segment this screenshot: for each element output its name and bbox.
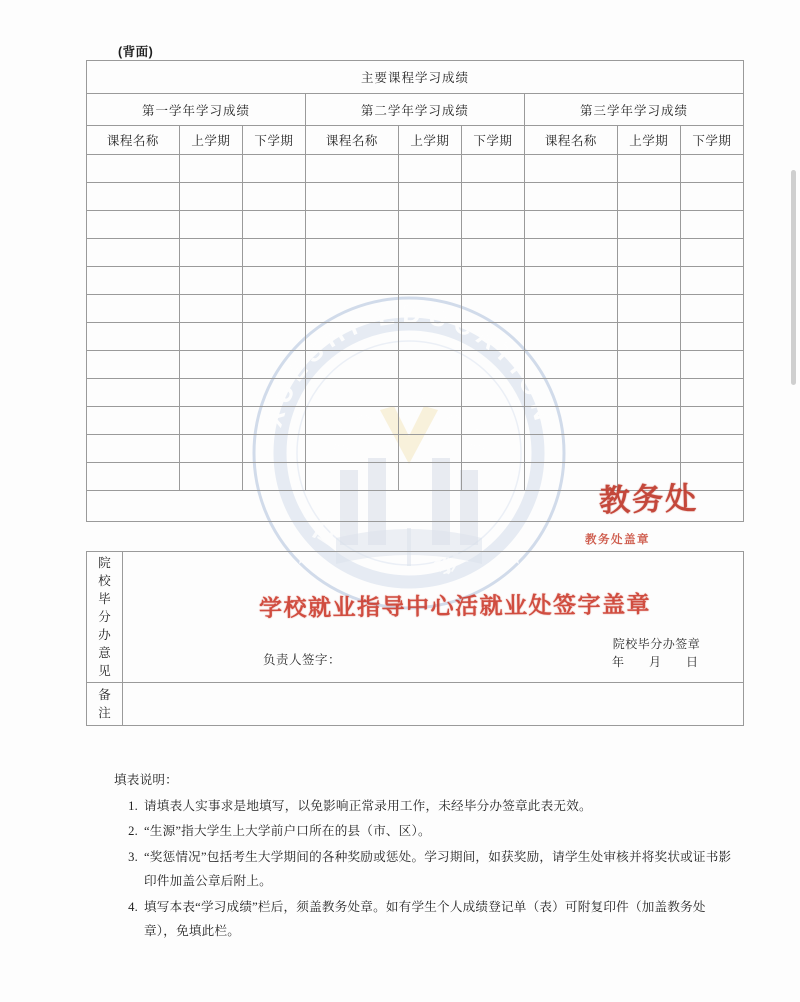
- grade-cell[interactable]: [87, 183, 180, 211]
- grade-cell[interactable]: [179, 407, 242, 435]
- table-row: [87, 435, 744, 463]
- opinion-label-char-6: 见: [98, 664, 111, 679]
- table-row: [87, 267, 744, 295]
- grade-cell[interactable]: [524, 435, 617, 463]
- grade-cell[interactable]: [242, 295, 305, 323]
- grade-cell[interactable]: [179, 211, 242, 239]
- grade-cell[interactable]: [242, 407, 305, 435]
- grade-cell[interactable]: [617, 155, 680, 183]
- grade-cell[interactable]: [242, 435, 305, 463]
- grade-cell[interactable]: [179, 463, 242, 491]
- grade-cell[interactable]: [242, 211, 305, 239]
- office-signature-block: [604, 635, 709, 672]
- scrollbar-track[interactable]: [788, 0, 798, 1002]
- table-row: [87, 239, 744, 267]
- grade-cell[interactable]: [87, 295, 180, 323]
- svg-text:XUESHI EDUCATION: XUESHI EDUCATION: [259, 300, 559, 431]
- grade-cell[interactable]: [179, 379, 242, 407]
- grade-cell[interactable]: [87, 155, 180, 183]
- grade-cell[interactable]: [680, 155, 743, 183]
- table-title: 主要课程学习成绩: [87, 61, 744, 94]
- table-row: [87, 211, 744, 239]
- grade-cell[interactable]: [242, 351, 305, 379]
- opinion-label-char-3: 分: [98, 609, 111, 624]
- table-row: [87, 351, 744, 379]
- grade-cell[interactable]: [305, 379, 398, 407]
- remark-row: [87, 683, 744, 726]
- grade-cell[interactable]: [305, 463, 398, 491]
- instruction-item-2: “生源”指大学生上大学前户口所在的县（市、区）。: [144, 824, 431, 839]
- grade-cell[interactable]: [179, 239, 242, 267]
- grade-cell[interactable]: [242, 183, 305, 211]
- scrollbar-thumb[interactable]: [791, 170, 796, 385]
- instructions-title: 填表说明：: [114, 773, 178, 787]
- grade-cell[interactable]: [179, 183, 242, 211]
- grade-cell[interactable]: [524, 267, 617, 295]
- grade-cell[interactable]: [461, 211, 524, 239]
- grade-cell[interactable]: [87, 267, 180, 295]
- grade-cell[interactable]: [461, 295, 524, 323]
- grade-cell[interactable]: [398, 463, 461, 491]
- header-course-name-2: 课程名称: [305, 126, 398, 155]
- grade-cell[interactable]: [524, 295, 617, 323]
- academic-office-stamp: 教务处: [598, 480, 699, 519]
- grade-cell[interactable]: [398, 183, 461, 211]
- grade-cell[interactable]: [242, 267, 305, 295]
- grade-cell[interactable]: [524, 407, 617, 435]
- table-row: [87, 155, 744, 183]
- grade-cell[interactable]: [179, 435, 242, 463]
- grade-cell[interactable]: [87, 211, 180, 239]
- grade-cell[interactable]: [398, 239, 461, 267]
- grade-cell[interactable]: [398, 155, 461, 183]
- grade-cell[interactable]: [524, 211, 617, 239]
- opinion-label-char-0: 院: [98, 555, 111, 570]
- grade-cell[interactable]: [398, 211, 461, 239]
- instructions-list: [114, 794, 734, 944]
- grade-cell[interactable]: [179, 267, 242, 295]
- grade-rows-body: [87, 155, 744, 491]
- grade-cell[interactable]: [680, 295, 743, 323]
- grade-cell[interactable]: [461, 323, 524, 351]
- grade-cell[interactable]: [305, 267, 398, 295]
- grade-cell[interactable]: [617, 435, 680, 463]
- grade-cell[interactable]: [617, 463, 680, 491]
- grade-cell[interactable]: [398, 435, 461, 463]
- table-row: [87, 407, 744, 435]
- backside-label: (背面): [118, 45, 154, 59]
- grade-cell[interactable]: [524, 463, 617, 491]
- grade-cell[interactable]: [680, 351, 743, 379]
- grade-cell[interactable]: [680, 463, 743, 491]
- remark-label-char-0: 备: [98, 687, 111, 702]
- year-group-row: [87, 94, 744, 126]
- grade-cell[interactable]: [179, 155, 242, 183]
- opinion-label-char-5: 意: [98, 646, 111, 661]
- grade-cell[interactable]: [305, 183, 398, 211]
- table-row: [87, 183, 744, 211]
- grade-cell[interactable]: [398, 379, 461, 407]
- grade-merged-body: [87, 491, 744, 522]
- table-row: [87, 379, 744, 407]
- header-course-name-3: 课程名称: [524, 126, 617, 155]
- opinion-remark-table: [86, 551, 744, 726]
- remark-label: [87, 683, 123, 726]
- employment-center-stamp: 学校就业指导中心活就业处签字盖章: [258, 591, 652, 622]
- remark-body[interactable]: [123, 683, 744, 726]
- year-group-2: 第二学年学习成绩: [305, 94, 524, 126]
- grade-cell[interactable]: [305, 239, 398, 267]
- grade-cell[interactable]: [87, 351, 180, 379]
- table-row: [87, 323, 744, 351]
- table-title-row: [87, 61, 744, 94]
- grade-cell[interactable]: [305, 323, 398, 351]
- grade-cell[interactable]: [680, 239, 743, 267]
- grade-cell[interactable]: [680, 407, 743, 435]
- grade-cell[interactable]: [305, 211, 398, 239]
- grade-cell[interactable]: [524, 239, 617, 267]
- grade-cell[interactable]: [680, 183, 743, 211]
- opinion-label-char-2: 毕: [98, 591, 111, 606]
- header-term-second-3: 下学期: [680, 126, 743, 155]
- table-row: [87, 295, 744, 323]
- grade-table: [86, 60, 744, 522]
- grade-cell[interactable]: [617, 379, 680, 407]
- academic-office-stamp-caption: 教务处盖章: [585, 534, 650, 546]
- svg-text:仕 教: 仕 教: [304, 506, 514, 583]
- table-row-merged: [87, 491, 744, 522]
- instructions-block: [114, 768, 734, 945]
- grade-cell[interactable]: [680, 379, 743, 407]
- grade-cell[interactable]: [305, 295, 398, 323]
- grade-cell[interactable]: [242, 379, 305, 407]
- header-course-name-1: 课程名称: [87, 126, 180, 155]
- grade-cell[interactable]: [242, 155, 305, 183]
- opinion-label-char-1: 校: [98, 573, 111, 588]
- grade-cell[interactable]: [242, 463, 305, 491]
- signer-label: 负责人签字：: [263, 653, 342, 667]
- office-sign-label: 院校毕分办签章: [612, 636, 701, 651]
- grade-cell[interactable]: [680, 435, 743, 463]
- grade-cell[interactable]: [398, 407, 461, 435]
- grade-cell[interactable]: [680, 267, 743, 295]
- grade-cell[interactable]: [617, 295, 680, 323]
- grade-cell[interactable]: [617, 351, 680, 379]
- grade-cell[interactable]: [461, 435, 524, 463]
- grade-cell[interactable]: [242, 323, 305, 351]
- opinion-label-char-4: 办: [98, 628, 111, 643]
- grade-cell[interactable]: [305, 351, 398, 379]
- grade-cell[interactable]: [461, 407, 524, 435]
- grade-cell[interactable]: [87, 463, 180, 491]
- grade-cell[interactable]: [617, 239, 680, 267]
- grade-cell[interactable]: [305, 435, 398, 463]
- grade-cell[interactable]: [87, 407, 180, 435]
- grade-cell[interactable]: [461, 239, 524, 267]
- grade-cell[interactable]: [680, 211, 743, 239]
- instruction-item-1: 请填表人实事求是地填写，以免影响正常录用工作，未经毕分办签章此表无效。: [144, 798, 592, 813]
- grade-cell[interactable]: [305, 407, 398, 435]
- instruction-item-4: 填写本表“学习成绩”栏后，须盖教务处章。如有学生个人成绩登记单（表）可附复印件（加盖教务处章），免填此栏。: [144, 899, 706, 939]
- grade-cell[interactable]: [524, 351, 617, 379]
- grade-cell[interactable]: [179, 351, 242, 379]
- grade-cell[interactable]: [617, 267, 680, 295]
- grade-cell[interactable]: [461, 463, 524, 491]
- opinion-body[interactable]: [123, 552, 744, 683]
- grade-cell[interactable]: [87, 239, 180, 267]
- header-term-second-1: 下学期: [242, 126, 305, 155]
- grade-cell[interactable]: [242, 239, 305, 267]
- grade-cell[interactable]: [524, 155, 617, 183]
- column-header-row: [87, 126, 744, 155]
- grade-cell[interactable]: [398, 323, 461, 351]
- opinion-row: [87, 552, 744, 683]
- grade-cell[interactable]: [87, 323, 180, 351]
- grade-cell[interactable]: [524, 379, 617, 407]
- header-term-first-1: 上学期: [179, 126, 242, 155]
- grade-cell[interactable]: [461, 351, 524, 379]
- date-line: 年 月 日: [611, 655, 709, 670]
- header-term-first-2: 上学期: [398, 126, 461, 155]
- grade-cell[interactable]: [461, 267, 524, 295]
- grade-cell[interactable]: [524, 323, 617, 351]
- year-group-3: 第三学年学习成绩: [524, 94, 743, 126]
- grade-cell[interactable]: [179, 295, 242, 323]
- header-term-first-3: 上学期: [617, 126, 680, 155]
- header-term-second-2: 下学期: [461, 126, 524, 155]
- grade-cell[interactable]: [398, 351, 461, 379]
- grade-cell[interactable]: [524, 183, 617, 211]
- grade-cell-merged[interactable]: [87, 491, 744, 522]
- grade-cell[interactable]: [617, 183, 680, 211]
- grade-cell[interactable]: [617, 407, 680, 435]
- remark-label-char-1: 注: [98, 706, 111, 720]
- grade-cell[interactable]: [179, 323, 242, 351]
- year-group-1: 第一学年学习成绩: [87, 94, 306, 126]
- instruction-item-3: “奖惩情况”包括考生大学期间的各种奖励或惩处。学习期间，如获奖励，请学生处审核并将奖状或证书影印件加盖公章后附上。: [144, 849, 732, 889]
- table-row: [87, 463, 744, 491]
- grade-cell[interactable]: [398, 267, 461, 295]
- grade-cell[interactable]: [461, 183, 524, 211]
- grade-cell[interactable]: [617, 323, 680, 351]
- grade-cell[interactable]: [680, 323, 743, 351]
- grade-cell[interactable]: [305, 155, 398, 183]
- grade-cell[interactable]: [87, 379, 180, 407]
- grade-cell[interactable]: [398, 295, 461, 323]
- grade-cell[interactable]: [617, 211, 680, 239]
- grade-cell[interactable]: [461, 379, 524, 407]
- opinion-label: [87, 552, 123, 683]
- grade-cell[interactable]: [87, 435, 180, 463]
- grade-cell[interactable]: [461, 155, 524, 183]
